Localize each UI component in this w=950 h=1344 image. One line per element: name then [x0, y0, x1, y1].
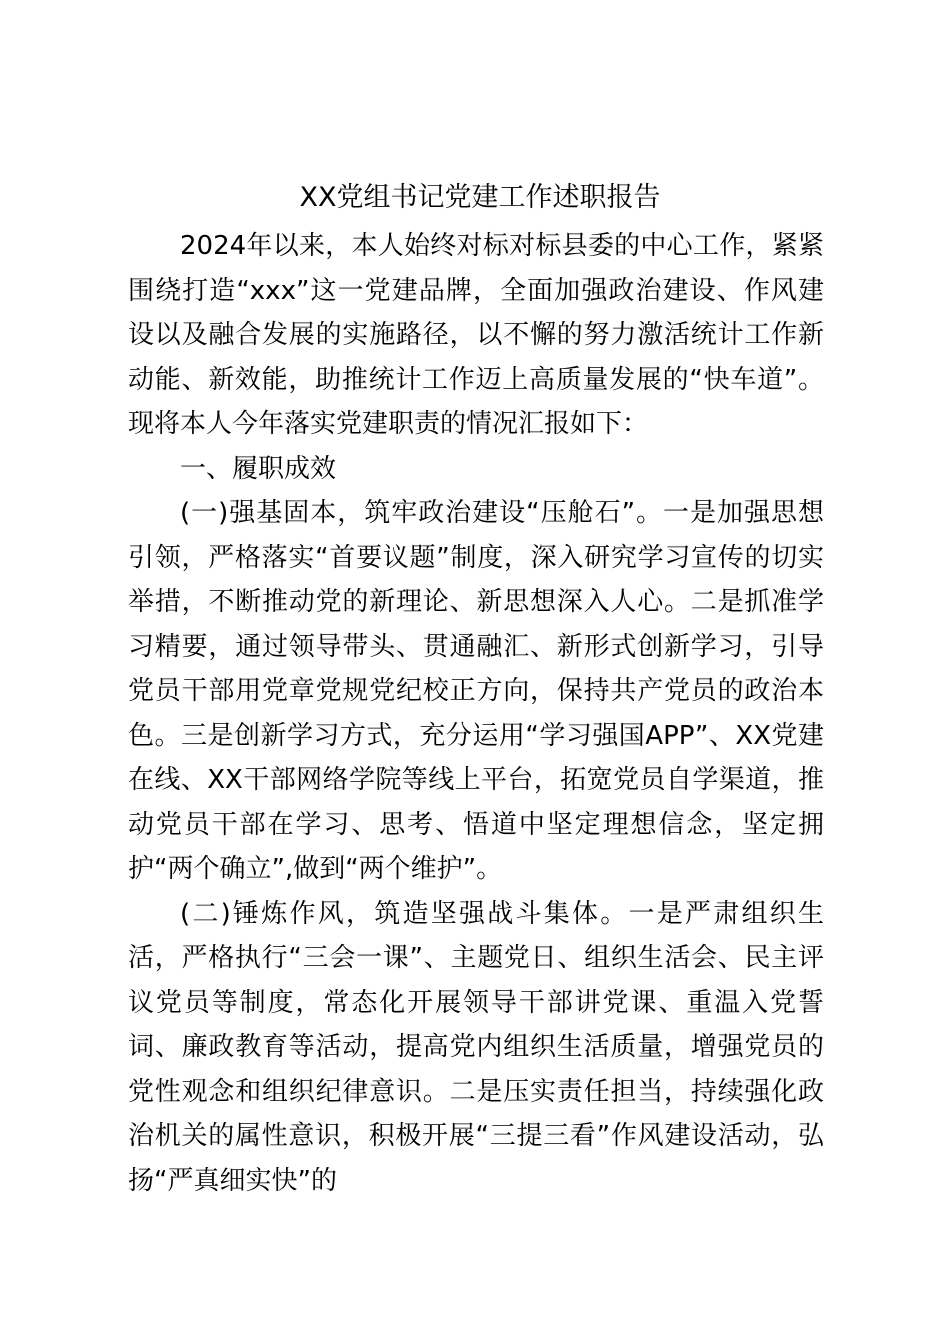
body-paragraph-1: (一)强基固本，筑牢政治建设“压舱石”。一是加强思想引领，严格落实“首要议题”制度，深入研究学习宣传的切实举措，不断推动党的新理论、新思想深入人心。二是抓准学习精要，通过领导带头、贯通融汇、新形式创新学习，引导党员干部用党章党规党纪校正方向，保持共产党员的政治本色。三是创新学习方式，充分运用“学习强国APP”、XX党建在线、XX干部网络学院等线上平台，拓宽党员自学渠道，推动党员干部在学习、思考、悟道中坚定理想信念，坚定拥护“两个确立”,做到“两个维护”。 — [128, 498, 824, 884]
document-body — [128, 224, 824, 1203]
document-title: XX党组书记党建工作述职报告 — [299, 182, 661, 213]
body-paragraph-2: (二)锤炼作风，筑造坚强战斗集体。一是严肃组织生活，严格执行“三会一课”、主题党日、组织生活会、民主评议党员等制度，常态化开展领导干部讲党课、重温入党誓词、廉政教育等活动，提高党内组织生活质量，增强党员的党性观念和组织纪律意识。二是压实责任担当，持续强化政治机关的属性意识，积极开展“三提三看”作风建设活动，弘扬“严真细实快”的 — [128, 898, 824, 1196]
section-heading: 一、履职成效 — [180, 453, 337, 484]
intro-paragraph: 2024年以来，本人始终对标对标县委的中心工作，紧紧围绕打造“xxx”这一党建品牌，全面加强政治建设、作风建设以及融合发展的实施路径，以不懈的努力激活统计工作新动能、新效能，助推统计工作迈上高质量发展的“快车道”。现将本人今年落实党建职责的情况汇报如下： — [128, 231, 824, 439]
